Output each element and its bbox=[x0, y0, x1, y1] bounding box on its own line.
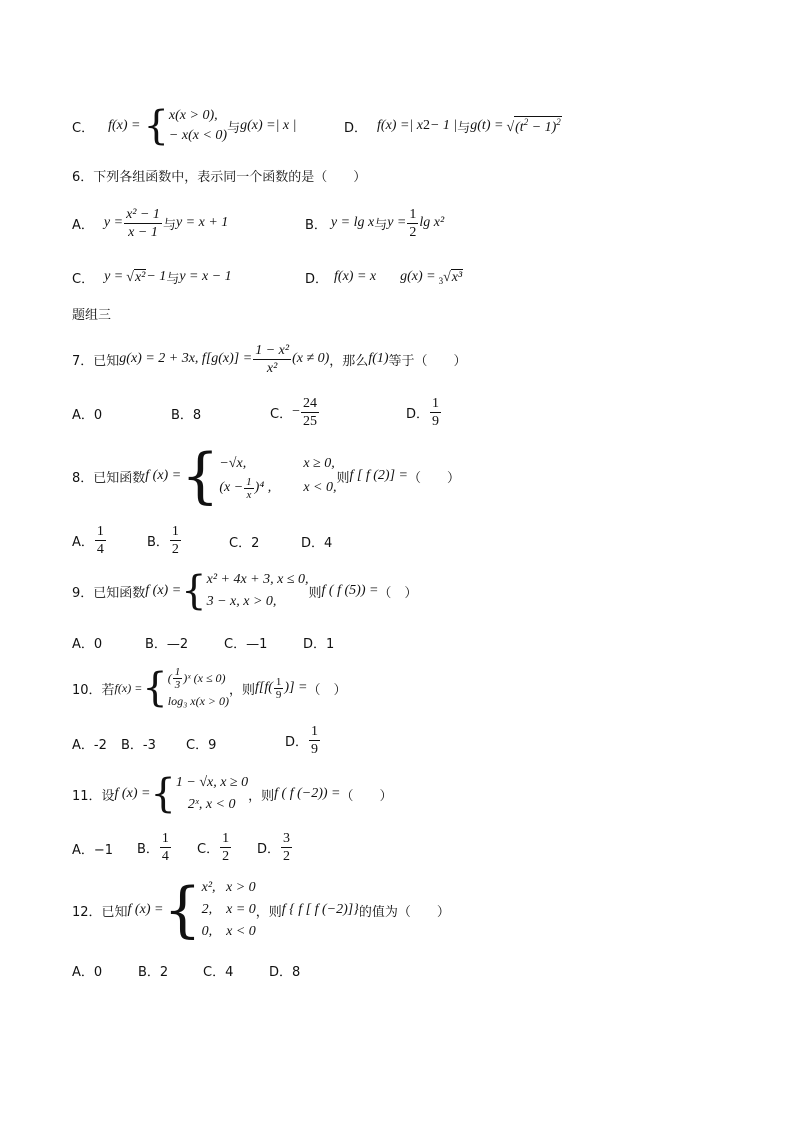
denominator: 3 bbox=[174, 678, 181, 691]
math-expr: y = bbox=[387, 215, 407, 230]
math-expr: f(1) bbox=[368, 351, 389, 366]
q11-option-c bbox=[197, 827, 232, 867]
question-prefix: 12．已知 bbox=[72, 904, 128, 920]
text: 则 bbox=[336, 470, 350, 486]
q7-option-d bbox=[406, 392, 442, 432]
radicand: (t bbox=[515, 120, 524, 135]
q6-option-b bbox=[305, 202, 444, 244]
section-heading: 题组三 bbox=[72, 308, 112, 323]
q10-option-b: B．-3 bbox=[121, 738, 156, 753]
option-label: B． bbox=[137, 841, 159, 857]
connector-text: 与 bbox=[374, 217, 388, 233]
text: 等于（ ） bbox=[388, 353, 467, 369]
cube-root-expr: 3 √ x³ bbox=[438, 269, 463, 286]
numerator: 1 bbox=[409, 206, 417, 222]
q10-stem bbox=[72, 664, 346, 712]
option-label: C． bbox=[197, 841, 220, 857]
q9-stem bbox=[72, 568, 417, 614]
math-expr: f (x) = bbox=[145, 468, 182, 483]
piecewise-cases bbox=[207, 569, 309, 613]
case-expr: (x − bbox=[219, 480, 244, 495]
brace: { bbox=[143, 103, 169, 149]
connector-text: 与 bbox=[227, 120, 241, 136]
case-row bbox=[168, 666, 229, 691]
text: ，则 bbox=[255, 904, 282, 920]
math-expr: f ( f (−2)) = bbox=[274, 786, 341, 801]
option-label: C． bbox=[72, 271, 95, 287]
math-expr: y = lg x bbox=[330, 215, 375, 230]
math-expr: y = bbox=[103, 215, 124, 230]
question-prefix: 8．已知函数 bbox=[72, 470, 146, 486]
brace: { bbox=[163, 875, 202, 945]
numerator: 1 − x² bbox=[255, 342, 290, 358]
denominator: x bbox=[246, 488, 252, 501]
brace: { bbox=[150, 771, 176, 817]
case-row: 2ˣ, x < 0 bbox=[187, 797, 236, 812]
case-row: x², x > 0 bbox=[201, 880, 256, 895]
text: 的值为（ ） bbox=[358, 904, 450, 920]
numerator: 24 bbox=[302, 395, 317, 411]
numerator: 1 bbox=[432, 395, 440, 411]
numerator: 1 bbox=[222, 830, 230, 846]
denominator: 9 bbox=[275, 688, 282, 701]
text: ，则 bbox=[248, 788, 275, 804]
case-expr: )⁴ , bbox=[254, 480, 272, 495]
question-prefix: 7．已知 bbox=[72, 353, 120, 369]
option-label: A． bbox=[72, 534, 94, 550]
fraction bbox=[281, 830, 292, 865]
math-expr: g(x) = bbox=[400, 269, 436, 284]
q11-stem bbox=[72, 771, 392, 817]
brace: { bbox=[181, 441, 220, 511]
piecewise-cases bbox=[169, 106, 227, 146]
q8-option-c: C．2 bbox=[229, 536, 260, 551]
q8-option-d: D．4 bbox=[301, 536, 333, 551]
case-row bbox=[219, 452, 336, 476]
q10-option-a: A．-2 bbox=[72, 738, 107, 753]
math-expr: f { f [ f (−2)]} bbox=[281, 902, 359, 917]
denominator: 4 bbox=[161, 848, 169, 864]
math-expr: )] = bbox=[284, 680, 308, 695]
case-row: x² + 4x + 3, x ≤ 0, bbox=[206, 572, 309, 587]
numerator: 1 bbox=[96, 523, 104, 539]
text: （ ） bbox=[407, 470, 460, 486]
text: （ ） bbox=[378, 585, 418, 601]
q12-option-a: A．0 bbox=[72, 965, 103, 980]
q9-option-c: C．—1 bbox=[224, 637, 268, 652]
question-prefix: 10．若 bbox=[72, 682, 115, 698]
text: （ ） bbox=[340, 788, 393, 804]
fraction bbox=[160, 830, 171, 865]
text: ，那么 bbox=[329, 353, 369, 369]
q8-stem bbox=[72, 440, 460, 512]
radicand: x³ bbox=[451, 269, 463, 285]
q7-option-c bbox=[270, 392, 320, 432]
math-expr: (x ≠ 0) bbox=[292, 351, 330, 366]
minus-sign: − bbox=[292, 404, 300, 419]
q12-option-d: D．8 bbox=[269, 965, 301, 980]
q10-option-c: C．9 bbox=[186, 738, 217, 753]
numerator: x² − 1 bbox=[126, 206, 160, 222]
q10-option-d bbox=[285, 720, 321, 760]
piecewise-cases bbox=[219, 452, 336, 501]
numerator: 1 bbox=[275, 675, 282, 688]
denominator: 2 bbox=[283, 848, 291, 864]
case-row: 0, x < 0 bbox=[201, 924, 256, 939]
q6-stem: 6．下列各组函数中，表示同一个函数的是（ ） bbox=[72, 170, 367, 185]
math-expr: f(x) = bbox=[108, 118, 141, 133]
case-expr: )ˣ (x ≤ 0) bbox=[183, 671, 226, 685]
q6-option-a bbox=[72, 202, 228, 244]
fraction bbox=[301, 395, 319, 430]
radicand: x² bbox=[134, 269, 146, 285]
q11-option-b bbox=[137, 827, 172, 867]
math-expr: f ( f (5)) = bbox=[321, 583, 379, 598]
q7-stem bbox=[72, 338, 467, 380]
sqrt-expr: √ x² bbox=[126, 269, 146, 285]
q8-option-b bbox=[147, 520, 182, 560]
math-expr: f (x) = bbox=[127, 902, 164, 917]
denominator: 9 bbox=[432, 413, 440, 429]
q6-option-c bbox=[72, 265, 232, 289]
q8-option-a bbox=[72, 520, 107, 560]
root-index: 3 bbox=[438, 275, 444, 286]
case-row: 2, x = 0 bbox=[201, 902, 256, 917]
q5-option-c bbox=[72, 103, 297, 149]
option-label: D． bbox=[257, 841, 281, 857]
q9-option-a: A．0 bbox=[72, 637, 103, 652]
q12-stem bbox=[72, 875, 450, 945]
fraction bbox=[170, 523, 181, 558]
piecewise-cases bbox=[202, 877, 256, 943]
connector-text: 与 bbox=[162, 217, 176, 233]
q11-option-a: A．−1 bbox=[72, 843, 114, 858]
math-expr: − 1 bbox=[146, 269, 167, 284]
numerator: 1 bbox=[161, 830, 169, 846]
fraction bbox=[244, 476, 254, 501]
case-cond: x ≥ 0, bbox=[303, 455, 335, 471]
fraction bbox=[274, 676, 284, 701]
connector-text: 与 bbox=[457, 120, 471, 136]
q5-option-d: D． f(x) =| x 2 − 1 | 与 g(t) = √ $(t^2 - 1)^2$ bbox=[344, 117, 561, 136]
math-expr: lg x² bbox=[419, 215, 445, 230]
piecewise-cases bbox=[176, 772, 248, 816]
text: 则 bbox=[308, 585, 322, 601]
case-row: x(x > 0), bbox=[168, 108, 218, 123]
question-prefix: 9．已知函数 bbox=[72, 585, 146, 601]
case-row: log₃ x(x > 0) bbox=[167, 693, 229, 708]
math-expr: f(x) =| x bbox=[377, 118, 423, 133]
denominator: x − 1 bbox=[128, 224, 158, 240]
radicand: − 1) bbox=[528, 120, 557, 135]
option-label: C． bbox=[72, 120, 95, 136]
brace: { bbox=[181, 568, 207, 614]
math-expr: f(x) = bbox=[114, 680, 143, 695]
sqrt-expr: √ $(t^2 - 1)^2$ bbox=[506, 117, 561, 135]
case-cond: x < 0, bbox=[303, 480, 337, 495]
denominator: 9 bbox=[311, 741, 319, 757]
fraction bbox=[220, 830, 231, 865]
option-label: D． bbox=[305, 271, 329, 287]
q11-option-d bbox=[257, 827, 293, 867]
option-label: B． bbox=[305, 217, 327, 233]
option-label: B． bbox=[147, 534, 169, 550]
fraction bbox=[173, 666, 183, 691]
option-label: D． bbox=[285, 734, 309, 750]
math-expr: g(x) = 2 + 3x, f[g(x)] = bbox=[119, 351, 253, 366]
math-expr: g(t) = bbox=[470, 118, 504, 133]
numerator: 1 bbox=[311, 723, 319, 739]
option-label: A． bbox=[72, 217, 94, 233]
numerator: 1 bbox=[246, 475, 252, 488]
math-expr: f [ f (2)] = bbox=[349, 468, 408, 483]
brace: { bbox=[142, 665, 168, 711]
math-expr: − 1 | bbox=[429, 118, 458, 133]
math-expr: f[f( bbox=[255, 680, 273, 695]
denominator: 4 bbox=[96, 541, 104, 557]
math-expr: y = bbox=[104, 269, 124, 284]
fraction bbox=[253, 342, 291, 377]
math-expr: y = x − 1 bbox=[179, 269, 232, 284]
case-expr: −√x, bbox=[219, 455, 247, 471]
case-row: − x(x < 0) bbox=[168, 128, 228, 143]
denominator: 2 bbox=[222, 848, 230, 864]
option-label: D． bbox=[406, 406, 430, 422]
fraction bbox=[309, 723, 320, 758]
numerator: 3 bbox=[283, 830, 291, 846]
connector-text: 与 bbox=[166, 271, 180, 287]
math-expr: g(x) =| x | bbox=[240, 118, 297, 133]
text: （ ） bbox=[307, 682, 347, 698]
math-expr: f(x) = x bbox=[334, 269, 377, 284]
q7-option-b: B．8 bbox=[171, 408, 202, 423]
case-row: 1 − √x, x ≥ 0 bbox=[175, 775, 249, 790]
case-expr: ( bbox=[167, 671, 172, 685]
text: ，则 bbox=[229, 682, 256, 698]
denominator: 25 bbox=[302, 413, 317, 429]
case-row bbox=[219, 476, 336, 501]
q12-option-c: C．4 bbox=[203, 965, 234, 980]
math-expr: f (x) = bbox=[145, 583, 182, 598]
option-label: C． bbox=[270, 406, 293, 422]
q7-option-a: A．0 bbox=[72, 408, 103, 423]
q9-option-b: B．—2 bbox=[145, 637, 189, 652]
fraction bbox=[124, 206, 162, 241]
fraction bbox=[407, 206, 418, 241]
q6-option-d bbox=[305, 265, 463, 289]
fraction bbox=[95, 523, 106, 558]
denominator: 2 bbox=[409, 224, 417, 240]
question-prefix: 11．设 bbox=[72, 788, 115, 804]
option-label: D． bbox=[344, 120, 368, 136]
numerator: 1 bbox=[174, 665, 181, 678]
q12-option-b: B．2 bbox=[138, 965, 169, 980]
denominator: 2 bbox=[171, 541, 179, 557]
numerator: 1 bbox=[171, 523, 179, 539]
math-expr: f (x) = bbox=[114, 786, 151, 801]
q9-option-d: D．1 bbox=[303, 637, 335, 652]
math-expr: y = x + 1 bbox=[175, 215, 229, 230]
case-row: 3 − x, x > 0, bbox=[206, 594, 277, 609]
denominator: x² bbox=[266, 360, 278, 376]
piecewise-cases bbox=[168, 666, 229, 711]
fraction bbox=[430, 395, 441, 430]
